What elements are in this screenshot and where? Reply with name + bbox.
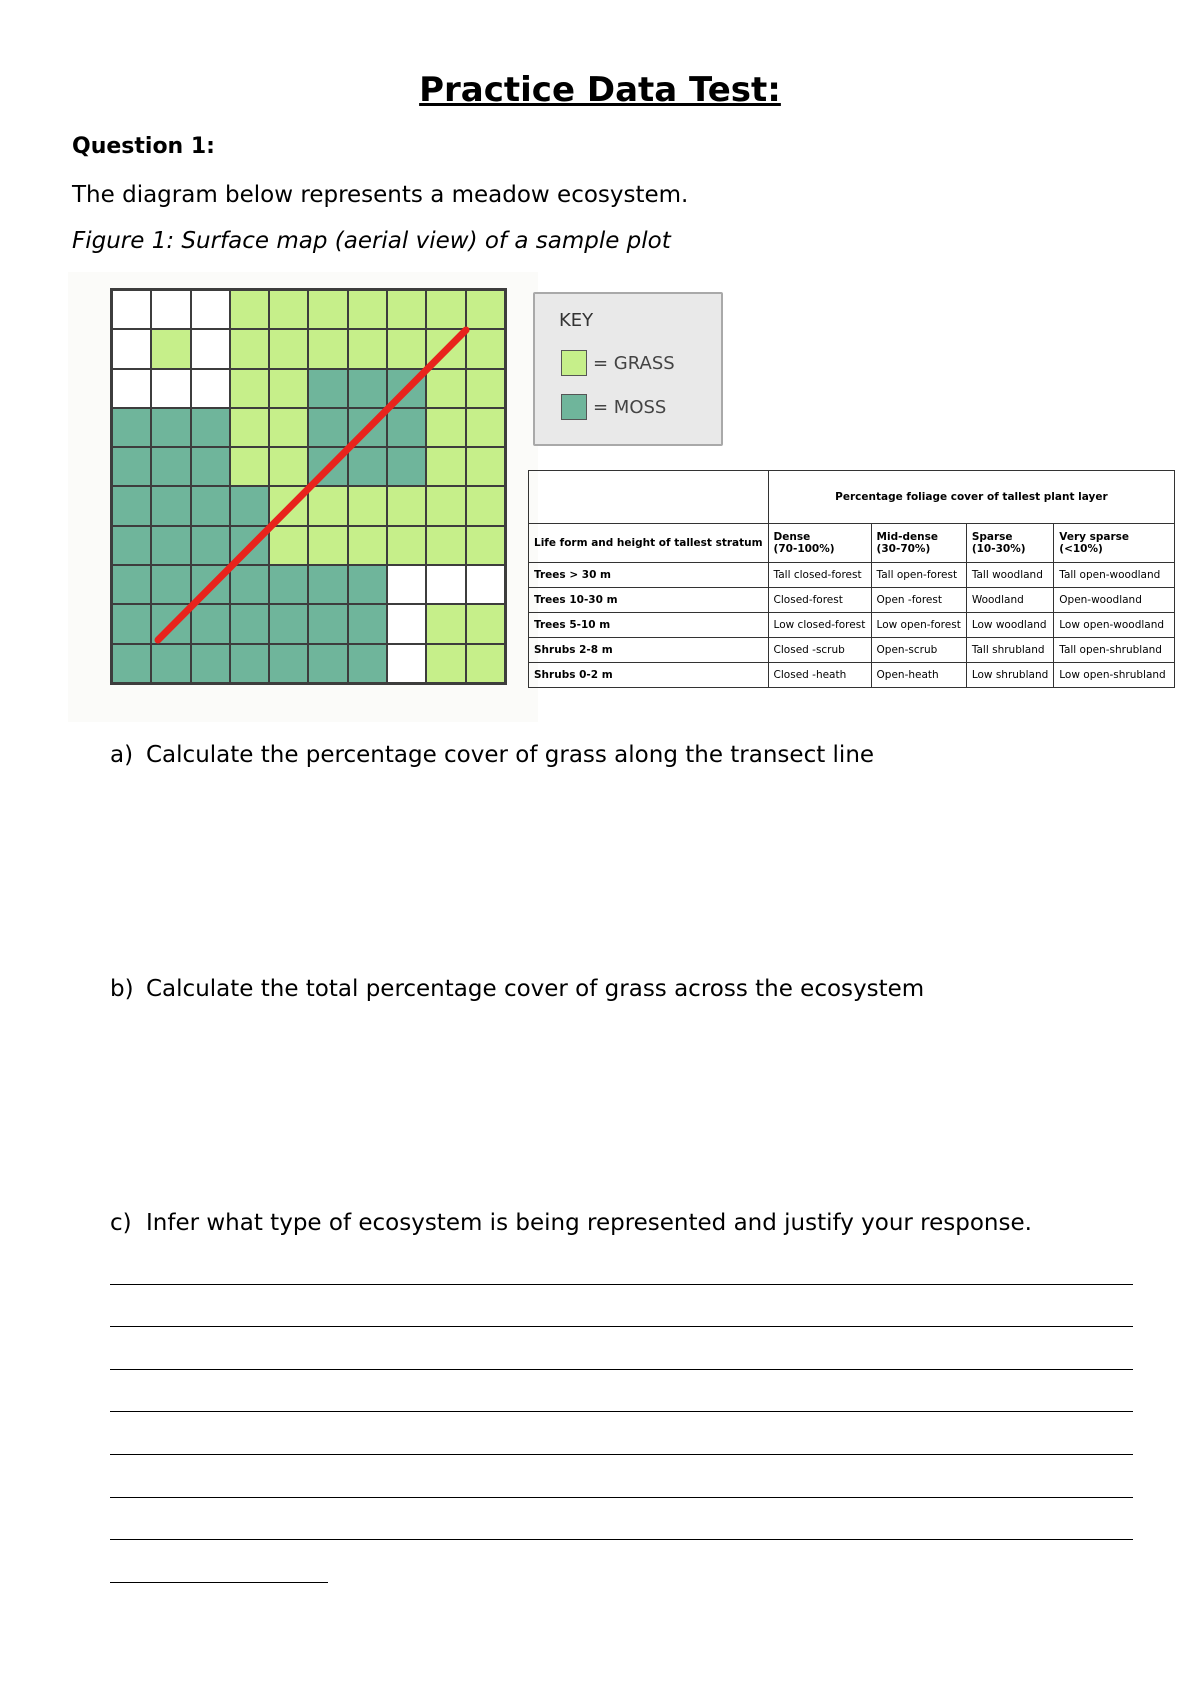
moss-cell [230,644,269,683]
row-header: Life form and height of tallest stratum [529,524,769,563]
table-cell: Tall woodland [966,563,1053,588]
grass-cell [426,369,465,408]
grass-cell [308,329,347,368]
table-row [529,663,1175,688]
table-row [529,588,1175,613]
moss-cell [112,408,151,447]
answer-line[interactable] [110,1539,1133,1540]
key-label-grass: = GRASS [593,352,675,374]
grass-cell [269,526,308,565]
grass-cell [466,447,505,486]
grass-cell [308,290,347,329]
table-cell: Low open-woodland [1054,613,1175,638]
bare-cell [112,369,151,408]
grass-swatch [561,350,587,376]
bare-cell [151,290,190,329]
grass-cell [387,486,426,525]
column-header: Dense (70-100%) [768,524,871,563]
key-title: KEY [559,310,594,331]
bare-cell [191,369,230,408]
row-label: Shrubs 2-8 m [529,638,769,663]
key-item-grass [561,350,675,376]
table-title: Percentage foliage cover of tallest plant layer [768,471,1175,524]
moss-cell [230,526,269,565]
question-c [110,1210,1032,1236]
moss-cell [191,644,230,683]
grass-cell [466,486,505,525]
grass-cell [269,329,308,368]
moss-cell [151,644,190,683]
question-a [110,742,874,768]
row-label: Trees > 30 m [529,563,769,588]
grass-cell [426,644,465,683]
grass-cell [308,486,347,525]
grass-cell [230,369,269,408]
moss-cell [112,644,151,683]
moss-cell [191,565,230,604]
page-title: Practice Data Test: [419,70,781,110]
answer-line[interactable] [110,1326,1133,1327]
table-header-row [529,524,1175,563]
bare-cell [387,604,426,643]
answer-line[interactable] [110,1582,328,1583]
moss-cell [308,408,347,447]
moss-cell [308,369,347,408]
row-label: Trees 5-10 m [529,613,769,638]
grass-cell [230,447,269,486]
grass-cell [426,604,465,643]
question-text: Calculate the total percentage cover of grass across the ecosystem [146,976,925,1002]
answer-line[interactable] [110,1411,1133,1412]
moss-cell [191,486,230,525]
grass-cell [269,290,308,329]
bare-cell [151,369,190,408]
moss-cell [348,369,387,408]
moss-cell [348,565,387,604]
moss-cell [348,604,387,643]
moss-cell [230,604,269,643]
moss-cell [269,604,308,643]
question-text: Calculate the percentage cover of grass along the transect line [146,742,875,768]
grass-cell [348,329,387,368]
table-cell: Low open-forest [871,613,966,638]
grass-cell [466,526,505,565]
table-cell: Low closed-forest [768,613,871,638]
bare-cell [426,565,465,604]
moss-cell [387,369,426,408]
table-cell: Low shrubland [966,663,1053,688]
moss-cell [151,604,190,643]
question-label: a) [110,742,134,768]
figure-caption: Figure 1: Surface map (aerial view) of a sample plot [72,228,671,254]
question-b [110,976,924,1002]
grass-cell [230,290,269,329]
moss-cell [348,644,387,683]
grass-cell [426,290,465,329]
answer-line[interactable] [110,1454,1133,1455]
moss-cell [151,486,190,525]
moss-cell [112,565,151,604]
table-cell: Open -forest [871,588,966,613]
grass-cell [426,329,465,368]
question-label: c) [110,1210,132,1236]
grass-cell [348,486,387,525]
table-cell: Tall shrubland [966,638,1053,663]
bare-cell [387,644,426,683]
moss-cell [191,604,230,643]
answer-line[interactable] [110,1369,1133,1370]
bare-cell [112,290,151,329]
moss-cell [269,565,308,604]
bare-cell [191,290,230,329]
moss-cell [151,408,190,447]
column-header: Sparse (10-30%) [966,524,1053,563]
table-cell: Closed -heath [768,663,871,688]
moss-cell [387,447,426,486]
grass-cell [466,369,505,408]
column-header: Very sparse (<10%) [1054,524,1175,563]
moss-cell [308,604,347,643]
table-row [529,613,1175,638]
grass-cell [269,486,308,525]
moss-cell [387,408,426,447]
grass-cell [466,408,505,447]
table-cell: Woodland [966,588,1053,613]
grass-cell [348,526,387,565]
grass-cell [387,290,426,329]
table-title-row [529,471,1175,524]
foliage-cover-table [528,470,1175,688]
moss-cell [230,486,269,525]
answer-line[interactable] [110,1284,1133,1285]
table-cell: Open-woodland [1054,588,1175,613]
moss-cell [191,526,230,565]
moss-cell [151,565,190,604]
table-corner-cell [529,471,769,524]
grass-cell [426,447,465,486]
moss-cell [308,644,347,683]
moss-cell [112,447,151,486]
moss-swatch [561,394,587,420]
grass-cell [348,290,387,329]
key-label-moss: = MOSS [593,396,667,418]
row-label: Trees 10-30 m [529,588,769,613]
moss-cell [151,447,190,486]
grass-cell [466,644,505,683]
grass-cell [466,604,505,643]
question-label: b) [110,976,134,1002]
grass-cell [230,329,269,368]
moss-cell [112,486,151,525]
bare-cell [112,329,151,368]
grass-cell [308,526,347,565]
moss-cell [308,565,347,604]
moss-cell [191,447,230,486]
table-cell: Open-scrub [871,638,966,663]
moss-cell [348,408,387,447]
table-cell: Low open-shrubland [1054,663,1175,688]
grass-cell [426,526,465,565]
table-cell: Tall closed-forest [768,563,871,588]
moss-cell [348,447,387,486]
moss-cell [308,447,347,486]
bare-cell [387,565,426,604]
table-row [529,638,1175,663]
moss-cell [191,408,230,447]
grass-cell [269,408,308,447]
moss-cell [230,565,269,604]
question-heading: Question 1: [72,134,215,159]
moss-cell [112,526,151,565]
bare-cell [466,565,505,604]
table-cell: Low woodland [966,613,1053,638]
key-box [533,292,723,446]
question-text: Infer what type of ecosystem is being represented and justify your response. [146,1210,1032,1236]
table-cell: Tall open-forest [871,563,966,588]
table-cell: Tall open-woodland [1054,563,1175,588]
grass-cell [230,408,269,447]
answer-line[interactable] [110,1497,1133,1498]
row-label: Shrubs 0-2 m [529,663,769,688]
table-cell: Closed -scrub [768,638,871,663]
grass-cell [466,329,505,368]
key-item-moss [561,394,666,420]
grass-cell [426,408,465,447]
grass-cell [387,329,426,368]
table-cell: Open-heath [871,663,966,688]
table-cell: Closed-forest [768,588,871,613]
surface-map-grid [110,288,507,685]
moss-cell [112,604,151,643]
bare-cell [191,329,230,368]
grass-cell [466,290,505,329]
moss-cell [269,644,308,683]
intro-text: The diagram below represents a meadow ecosystem. [72,182,689,208]
grass-cell [269,447,308,486]
moss-cell [151,526,190,565]
table-row [529,563,1175,588]
table-cell: Tall open-shrubland [1054,638,1175,663]
grass-cell [151,329,190,368]
grass-cell [387,526,426,565]
grass-cell [426,486,465,525]
column-header: Mid-dense (30-70%) [871,524,966,563]
grass-cell [269,369,308,408]
